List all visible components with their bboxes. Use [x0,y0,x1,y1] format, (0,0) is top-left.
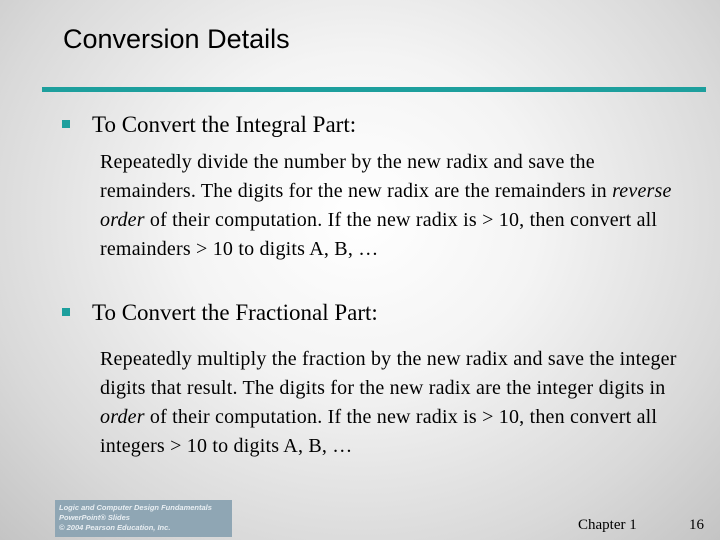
page-number: 16 [689,517,704,533]
body-text: Repeatedly multiply the fraction by the new radix and save the integer digits that result. The digits for the new radix are the integer digits in [100,348,677,399]
bullet-integral-part [62,112,356,138]
publisher-logo [55,500,232,537]
bullet-fractional-part [62,300,378,326]
square-bullet-icon [62,308,70,316]
bullet-heading: To Convert the Fractional Part: [92,300,378,325]
footer-chapter: Chapter 1 [578,517,637,533]
bullet-heading: To Convert the Integral Part: [92,112,357,137]
body-emphasis: reverse order [100,180,672,231]
body-emphasis: order [100,406,145,428]
bullet-body-fractional [100,345,690,461]
logo-line: Logic and Computer Design Fundamentals [59,503,212,512]
logo-line: PowerPoint® Slides [59,513,130,522]
body-text: of their computation. If the new radix is > 10, then convert all remainders > 10 to digits A, B, … [100,209,658,260]
bullet-body-integral [100,148,690,264]
body-text: Repeatedly divide the number by the new radix and save the remainders. The digits for the new radix are the remainders in [100,151,613,202]
logo-line: © 2004 Pearson Education, Inc. [59,523,171,532]
square-bullet-icon [62,120,70,128]
slide-title: Conversion Details [63,24,290,54]
body-text: of their computation. If the new radix is > 10, then convert all integers > 10 to digits A, B, … [100,406,658,457]
title-divider [42,87,706,92]
